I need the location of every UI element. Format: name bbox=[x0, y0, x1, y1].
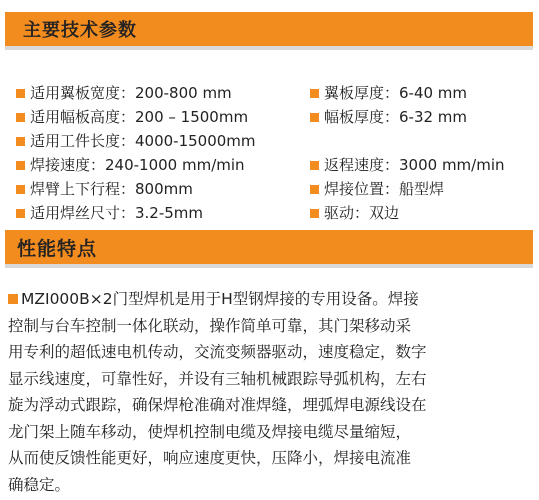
bullet-icon bbox=[310, 185, 319, 194]
description-line: 显示线速度，可靠性好，并设有三轴机械跟踪导弧机构，左右 bbox=[8, 369, 427, 388]
section-title-features: 性能特点 bbox=[17, 238, 98, 260]
bullet-icon bbox=[16, 185, 25, 194]
section-header-specs bbox=[5, 12, 533, 50]
bullet-icon bbox=[310, 209, 319, 218]
description-text: MZI000B×2门型焊机是用于H型钢焊接的专用设备。焊接 bbox=[21, 290, 419, 308]
description-line: 从而使反馈性能更好，响应速度更快，压降小，焊接电流准 bbox=[8, 449, 412, 467]
spec-text: 焊臂上下行程：800mm bbox=[30, 180, 193, 198]
spec-text: 适用幅板高度：200 – 1500mm bbox=[30, 108, 249, 126]
spec-item-drive bbox=[310, 202, 399, 224]
bullet-icon bbox=[8, 294, 18, 304]
spec-text: 返程速度：3000 mm/min bbox=[324, 156, 505, 174]
spec-item-flange-width bbox=[16, 82, 232, 104]
bullet-icon bbox=[310, 113, 319, 122]
spec-item-welding-position bbox=[310, 178, 444, 200]
description-line: 用专利的超低速电机传动，交流变频器驱动，速度稳定，数字 bbox=[8, 343, 427, 361]
spec-text: 适用工件长度：4000-15000mm bbox=[30, 132, 256, 150]
bullet-icon bbox=[310, 89, 319, 98]
section-header-features bbox=[5, 230, 533, 268]
section-title-specs: 主要技术参数 bbox=[23, 20, 137, 41]
bullet-icon bbox=[16, 89, 25, 98]
spec-text: 焊接位置：船型焊 bbox=[324, 180, 445, 198]
bullet-icon bbox=[16, 137, 25, 146]
description-line: 旋为浮动式跟踪，确保焊枪准确对准焊缝，埋弧焊电源线设在 bbox=[8, 396, 427, 414]
spec-item-workpiece-length bbox=[16, 130, 256, 152]
spec-item-web-thickness bbox=[310, 106, 467, 128]
bullet-icon bbox=[16, 113, 25, 122]
spec-text: 适用焊丝尺寸：3.2-5mm bbox=[30, 204, 204, 222]
spec-text: 驱动：双边 bbox=[324, 204, 400, 222]
spec-text: 适用翼板宽度：200-800 mm bbox=[30, 84, 232, 102]
bullet-icon bbox=[16, 161, 25, 170]
spec-text: 焊接速度：240-1000 mm/min bbox=[30, 156, 245, 174]
spec-item-welding-speed bbox=[16, 154, 245, 176]
spec-item-flange-thickness bbox=[310, 82, 467, 104]
spec-text: 翼板厚度：6-40 mm bbox=[324, 84, 468, 102]
features-description bbox=[8, 286, 534, 498]
spec-item-return-speed bbox=[310, 154, 505, 176]
description-line bbox=[8, 286, 534, 313]
bullet-icon bbox=[16, 209, 25, 218]
spec-item-web-height bbox=[16, 106, 248, 128]
description-line: 龙门架上随车移动，使焊机控制电缆及焊接电缆尽量缩短， bbox=[8, 422, 412, 441]
spec-item-arm-stroke bbox=[16, 178, 193, 200]
bullet-icon bbox=[310, 161, 319, 170]
spec-item-wire-size bbox=[16, 202, 203, 224]
spec-text: 幅板厚度：6-32 mm bbox=[324, 108, 468, 126]
description-line: 控制与台车控制一体化联动，操作简单可靠，其门架移动采 bbox=[8, 316, 412, 335]
description-line: 确稳定。 bbox=[8, 475, 71, 494]
